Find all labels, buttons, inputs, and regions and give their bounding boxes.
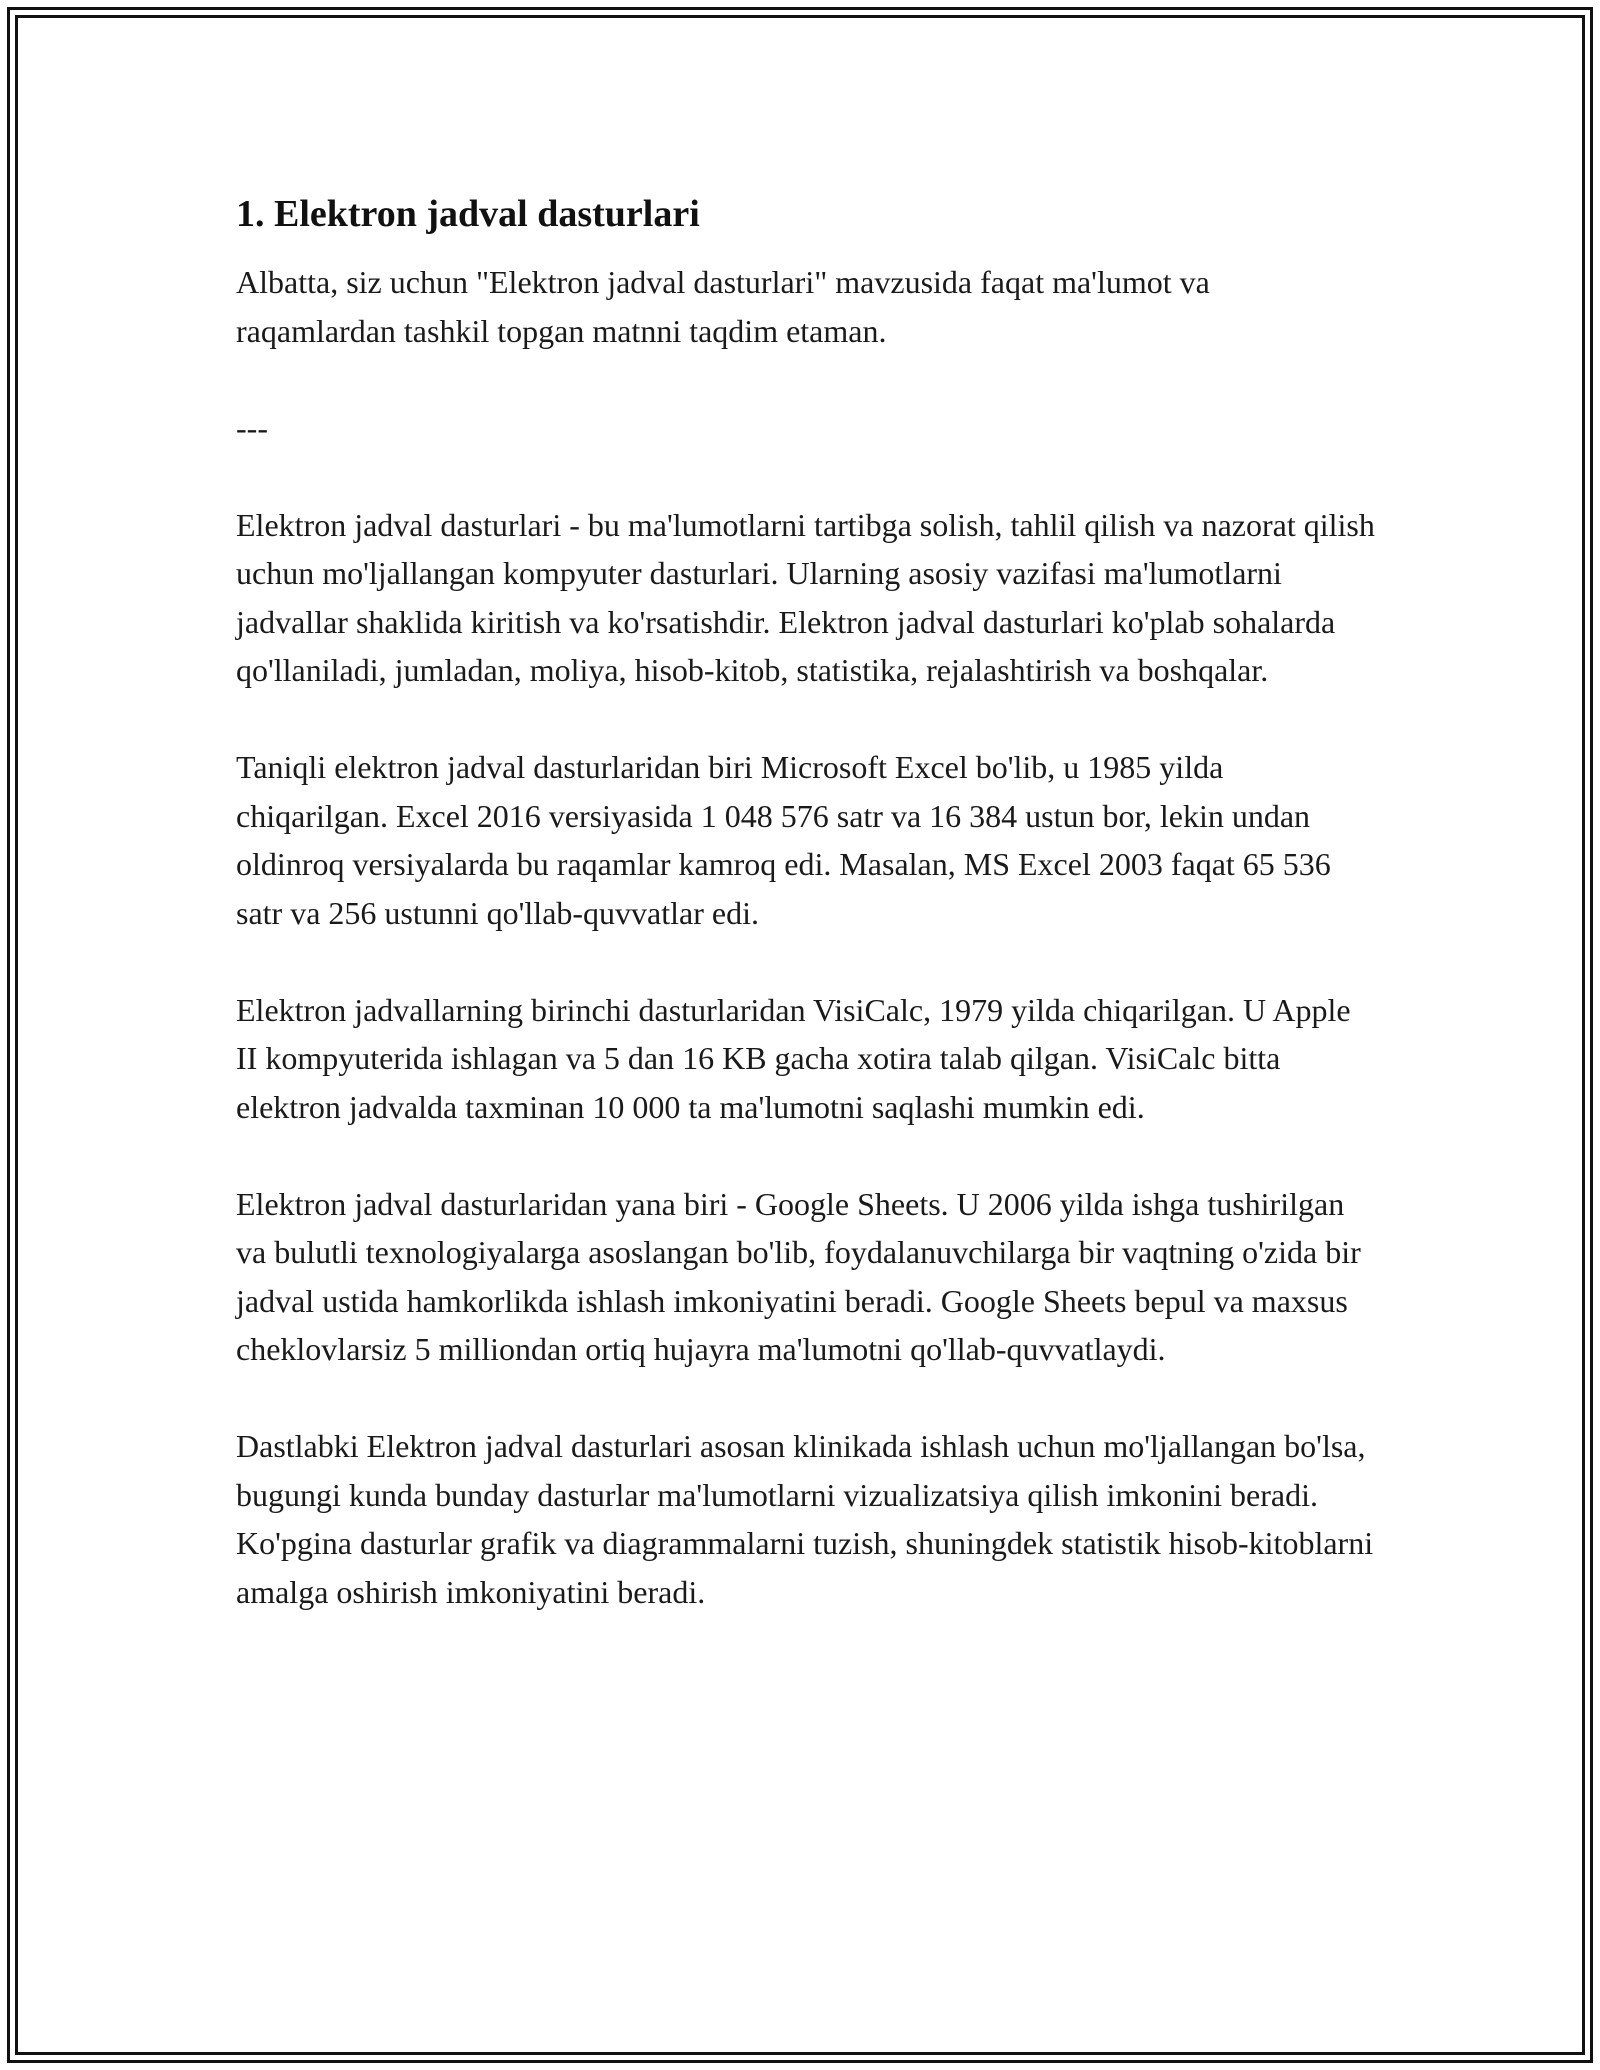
paragraph-definition: Elektron jadval dasturlari - bu ma'lumotlarni tartibga solish, tahlil qilish va nazorat qilish uchun mo'ljallangan kompyuter dasturlari. Ularning asosiy vazifasi ma'lumotlarni jadvallar shaklida kiritish va ko'rsatishdir. Elektron jadval dasturlari ko'plab sohalarda qo'llaniladi, jumladan, moliya, hisob-kitob, statistika, rejalashtirish va boshqalar.	[236, 506, 1375, 688]
paragraph-conclusion: Dastlabki Elektron jadval dasturlari asosan klinikada ishlash uchun mo'ljallangan bo'lsa, bugungi kunda bunday dasturlar ma'lumotlarni vizualizatsiya qilish imkonini beradi. Ko'pgina dasturlar grafik va diagrammalarni tuzish, shuningdek statistik hisob-kitoblarni amalga oshirish imkoniyatini beradi.	[236, 1428, 1374, 1610]
document-body	[236, 188, 1376, 1665]
paragraph-visicalc: Elektron jadvallarning birinchi dasturlaridan VisiCalc, 1979 yilda chiqarilgan. U Apple II kompyuterida ishlagan va 5 dan 16 KB gacha xotira talab qilgan. VisiCalc bitta elektron jadvalda taxminan 10 000 ta ma'lumotni saqlashi mumkin edi.	[236, 991, 1351, 1125]
paragraph-intro: Albatta, siz uchun "Elektron jadval dasturlari" mavzusida faqat ma'lumot va raqamlardan tashkil topgan matnni taqdim etaman.	[236, 264, 1210, 349]
paragraph-excel: Taniqli elektron jadval dasturlaridan biri Microsoft Excel bo'lib, u 1985 yilda chiqarilgan. Excel 2016 versiyasida 1 048 576 satr va 16 384 ustun bor, lekin undan oldinroq versiyalarda bu raqamlar kamroq edi. Masalan, MS Excel 2003 faqat 65 536 satr va 256 ustunni qo'llab-quvvatlar edi.	[236, 749, 1331, 931]
paragraph-google-sheets: Elektron jadval dasturlaridan yana biri - Google Sheets. U 2006 yilda ishga tushirilgan va bulutli texnologiyalarga asoslangan bo'lib, foydalanuvchilarga bir vaqtning o'zida bir jadval ustida hamkorlikda ishlash imkoniyatini beradi. Google Sheets bepul va maxsus cheklovlarsiz 5 milliondan ortiq hujayra ma'lumotni qo'llab-quvvatlaydi.	[236, 1185, 1361, 1367]
separator-text: ---	[236, 409, 268, 446]
page-title: 1. Elektron jadval dasturlari	[236, 193, 700, 235]
